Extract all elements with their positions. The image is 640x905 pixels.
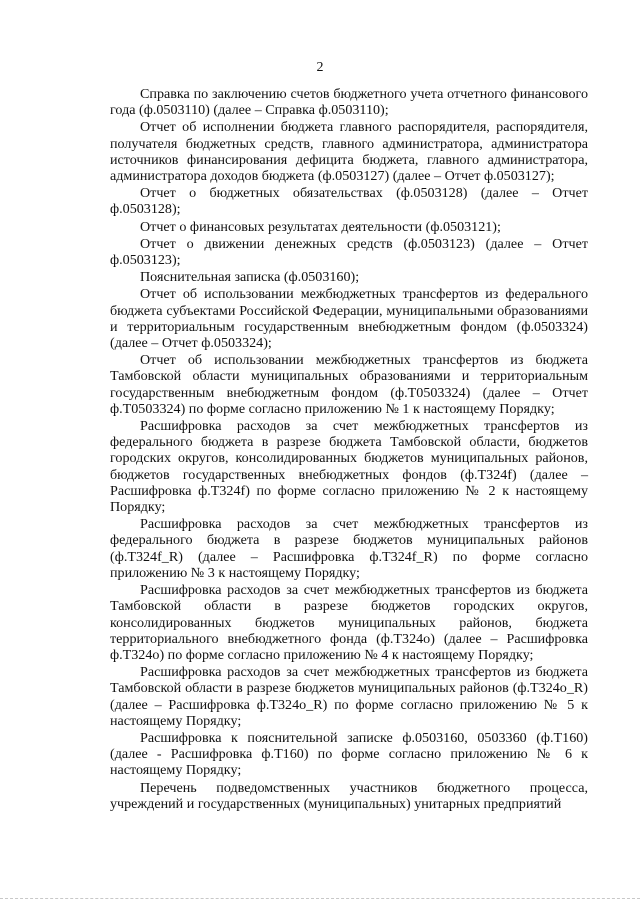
paragraph-otchet-0503128: Отчет о бюджетных обязательствах (ф.0503128) (далее – Отчет ф.0503128); — [110, 185, 588, 218]
paragraph-otchet-0503324: Отчет об использовании межбюджетных трансфертов из федерального бюджета субъектами Российской Федерации, муниципальными образованиями и территориальным государственным внебюджетным фондом (ф.0503324) (далее – Отчет ф.0503324); — [110, 286, 588, 352]
document-body — [110, 86, 588, 812]
paragraph-otchet-0503123: Отчет о движении денежных средств (ф.0503123) (далее – Отчет ф.0503123); — [110, 235, 588, 269]
paragraph-rasshifrovka-t160: Расшифровка к пояснительной записке ф.0503160, 0503360 (ф.Т160) (далее - Расшифровка ф.Т160) по форме согласно приложению № 6 к настоящему Порядку; — [110, 729, 588, 779]
paragraph-otchet-0503121: Отчет о финансовых результатах деятельности (ф.0503121); — [140, 218, 501, 235]
paragraph-rasshifrovka-t324f: Расшифровка расходов за счет межбюджетных трансфертов из федерального бюджета в разрезе бюджета Тамбовской области, бюджетов городских округов, консолидированных бюджетов муниципальных районов, бюджетов государственных внебюджетных фондов (ф.Т324f) (далее – Расшифровка ф.Т324f) по форме согласно приложению № 2 к настоящему Порядку; — [110, 418, 588, 516]
page-number: 2 — [316, 60, 324, 75]
paragraph-zapiska-0503160: Пояснительная записка (ф.0503160); — [140, 269, 360, 286]
page-bottom-edge — [0, 898, 640, 899]
paragraph-perechen: Перечень подведомственных участников бюджетного процесса, учреждений и государственных (муниципальных) унитарных предприятий — [110, 779, 588, 812]
paragraph-otchet-t0503324: Отчет об использовании межбюджетных трансфертов из бюджета Тамбовской области муниципальных образованиями и территориальным государственным внебюджетным фондом (ф.Т0503324) (далее – Отчет ф.Т0503324) по форме согласно приложению № 1 к настоящему Порядку; — [110, 352, 588, 417]
paragraph-rasshifrovka-t324f-r: Расшифровка расходов за счет межбюджетных трансфертов из федерального бюджета в разрезе бюджетов муниципальных районов (ф.Т324f_R) (далее – Расшифровка ф.Т324f_R) по форме согласно приложению № 3 к настоящему Порядку; — [110, 516, 588, 581]
paragraph-spravka-0503110: Справка по заключению счетов бюджетного учета отчетного финансового года (ф.0503110) (далее – Справка ф.0503110); — [110, 86, 588, 119]
paragraph-rasshifrovka-t324o-r: Расшифровка расходов за счет межбюджетных трансфертов из бюджета Тамбовской области в разрезе бюджетов муниципальных районов (ф.Т324о_R) (далее – Расшифровка ф.Т324о_R) по форме согласно приложению № 5 к настоящему Порядку; — [110, 664, 588, 729]
paragraph-rasshifrovka-t324o: Расшифровка расходов за счет межбюджетных трансфертов из бюджета Тамбовской области в разрезе бюджетов городских округов, консолидированных бюджетов муниципальных районов, бюджета территориального внебюджетного фонда (ф.Т324о) (далее – Расшифровка ф.Т324о) по форме согласно приложению № 4 к настоящему Порядку; — [110, 582, 588, 663]
paragraph-otchet-0503127: Отчет об исполнении бюджета главного распорядителя, распорядителя, получателя бюджетных средств, главного администратора, администратора источников финансирования дефицита бюджета, главного администратора, администратора доходов бюджета (ф.0503127) (далее – Отчет ф.0503127); — [110, 119, 588, 185]
